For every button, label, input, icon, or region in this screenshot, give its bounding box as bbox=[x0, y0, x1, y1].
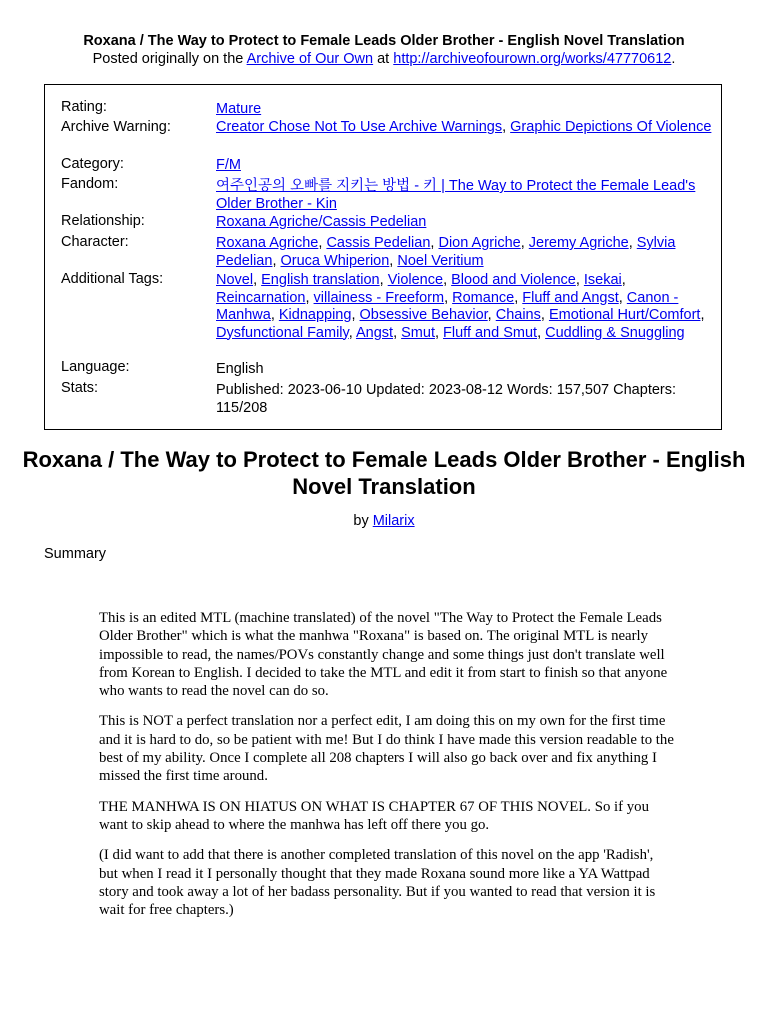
byline bbox=[0, 513, 768, 529]
tag-link[interactable]: Fluff and Angst bbox=[522, 289, 619, 306]
posted-prefix: Posted originally on the bbox=[92, 51, 247, 67]
fandom-value bbox=[216, 178, 716, 213]
language-label: Language: bbox=[61, 359, 130, 375]
tag-link[interactable]: Angst bbox=[355, 324, 394, 341]
tag-link[interactable]: Roxana Agriche bbox=[216, 235, 319, 251]
fandom-label: Fandom: bbox=[61, 176, 119, 192]
work-url-link[interactable]: http://archiveofourown.org/works/47770612 bbox=[393, 51, 672, 67]
tag-link[interactable]: Isekai bbox=[583, 272, 622, 288]
stats-label: Stats: bbox=[61, 380, 99, 396]
tag-link[interactable]: Graphic Depictions Of Violence bbox=[510, 119, 712, 135]
category-label: Category: bbox=[61, 156, 124, 172]
warning-value: Creator Chose Not To Use Archive Warnings, Graphic Depictions Of Violence bbox=[216, 119, 712, 135]
tag-link[interactable]: English translation bbox=[261, 272, 380, 288]
tag-link[interactable]: Canon - Manhwa bbox=[216, 289, 679, 323]
tag-link[interactable]: villainess - Freeform bbox=[313, 289, 445, 306]
tag-link[interactable]: Mature bbox=[216, 101, 262, 117]
tag-link[interactable]: Blood and Violence bbox=[451, 272, 576, 288]
archive-link[interactable]: Archive of Our Own bbox=[246, 51, 374, 67]
tag-link[interactable]: Reincarnation bbox=[216, 289, 306, 306]
posted-line bbox=[0, 50, 768, 68]
character-label: Character: bbox=[61, 234, 129, 250]
tag-link[interactable]: Kidnapping bbox=[278, 307, 352, 323]
character-value: Roxana Agriche, Cassis Pedelian, Dion Agriche, Jeremy Agriche, Sylvia Pedelian, Oruca Whiperion, Noel Veritium bbox=[216, 235, 676, 269]
summary-text bbox=[99, 609, 674, 931]
work-title: Roxana / The Way to Protect to Female Leads Older Brother - English Novel Translation bbox=[22, 447, 746, 499]
tag-link[interactable]: Smut bbox=[401, 324, 435, 341]
at-text: at bbox=[373, 51, 394, 67]
period: . bbox=[671, 51, 676, 67]
summary-paragraph: (I did want to add that there is another completed translation of this novel on the app 'Radish', but when I read it I personally thought that they made Roxana sound more like a YA Wattpad story and took away a lot of her badass personality. But if you wanted to read that version it is wait for free chapters.) bbox=[99, 847, 656, 919]
tag-link[interactable]: Jeremy Agriche bbox=[528, 235, 629, 251]
tag-link[interactable]: Dion Agriche bbox=[438, 235, 521, 251]
relationship-value bbox=[216, 214, 716, 232]
author-link[interactable]: Milarix bbox=[372, 513, 415, 529]
summary-paragraph: THE MANHWA IS ON HIATUS ON WHAT IS CHAPTER 67 OF THIS NOVEL. So if you want to skip ahead to where the manhwa has left off there you go. bbox=[99, 798, 649, 833]
summary-paragraph: This is NOT a perfect translation nor a perfect edit, I am doing this on my own for the first time and it is hard to do, so be patient with me! But I do think I have made this version readable to the best of my ability. Once I complete all 208 chapters I will also go back over and fix anything I missed the first time around. bbox=[99, 713, 674, 785]
summary-heading: Summary bbox=[44, 546, 107, 562]
tag-link[interactable]: Sylvia Pedelian bbox=[216, 235, 676, 269]
header-title: Roxana / The Way to Protect to Female Leads Older Brother - English Novel Translation bbox=[83, 33, 685, 49]
tag-link[interactable]: Cuddling & Snuggling bbox=[545, 324, 685, 341]
tag-link[interactable]: Emotional Hurt/Comfort bbox=[548, 307, 701, 323]
tag-link[interactable]: Novel bbox=[216, 272, 254, 288]
tag-link[interactable]: Chains bbox=[495, 307, 541, 323]
by-text: by bbox=[353, 513, 373, 529]
tag-link[interactable]: Oruca Whiperion bbox=[280, 252, 390, 269]
tag-link[interactable]: Romance bbox=[452, 289, 515, 306]
relationship-label: Relationship: bbox=[61, 213, 145, 229]
work-meta-box bbox=[44, 84, 722, 430]
tag-link[interactable]: Creator Chose Not To Use Archive Warnings bbox=[216, 119, 503, 135]
category-value bbox=[216, 157, 716, 175]
stats-value: Published: 2023-06-10 Updated: 2023-08-12 Words: 157,507 Chapters: 115/208 bbox=[216, 382, 677, 416]
summary-paragraph: This is an edited MTL (machine translated) of the novel "The Way to Protect the Female Leads Older Brother" which is what the manhwa "Roxana" is based on. The original MTL is nearly impossible to read, the names/POVs constantly change and some things just don't translate well from Korean to English. I decided to take the MTL and edit it from start to finish so that anyone who wants to read the novel can do so. bbox=[99, 610, 668, 700]
tag-link[interactable]: F/M bbox=[216, 157, 241, 173]
tag-link[interactable]: Dysfunctional Family bbox=[216, 324, 349, 341]
additional-tags-label: Additional Tags: bbox=[61, 271, 164, 287]
tag-link[interactable]: Noel Veritium bbox=[397, 252, 484, 269]
rating-label: Rating: bbox=[61, 99, 107, 115]
tag-link[interactable]: Roxana Agriche/Cassis Pedelian bbox=[216, 214, 427, 230]
language-value: English bbox=[216, 361, 264, 377]
tag-link[interactable]: Violence bbox=[387, 272, 444, 288]
document-header bbox=[0, 32, 768, 68]
tag-link[interactable]: Fluff and Smut bbox=[443, 324, 538, 341]
rating-value bbox=[216, 101, 716, 119]
tag-link[interactable]: Cassis Pedelian bbox=[326, 235, 431, 251]
warning-label: Archive Warning: bbox=[61, 119, 171, 135]
tag-link[interactable]: Obsessive Behavior bbox=[359, 307, 488, 323]
tag-link[interactable]: 여주인공의 오빠를 지키는 방법 - 키 | The Way to Protect the Female Lead's Older Brother - Kin bbox=[216, 178, 696, 212]
additional-tags-value: Novel, English translation, Violence, Blood and Violence, Isekai, Reincarnation, villainess - Freeform, Romance, Fluff and Angst, Canon - Manhwa, Kidnapping, Obsessive Behavior, Chains, Emotional Hurt/Comfort, Dysfunctional Family, Angst, Smut, Fluff and Smut, Cuddling & Snuggling bbox=[216, 272, 705, 341]
